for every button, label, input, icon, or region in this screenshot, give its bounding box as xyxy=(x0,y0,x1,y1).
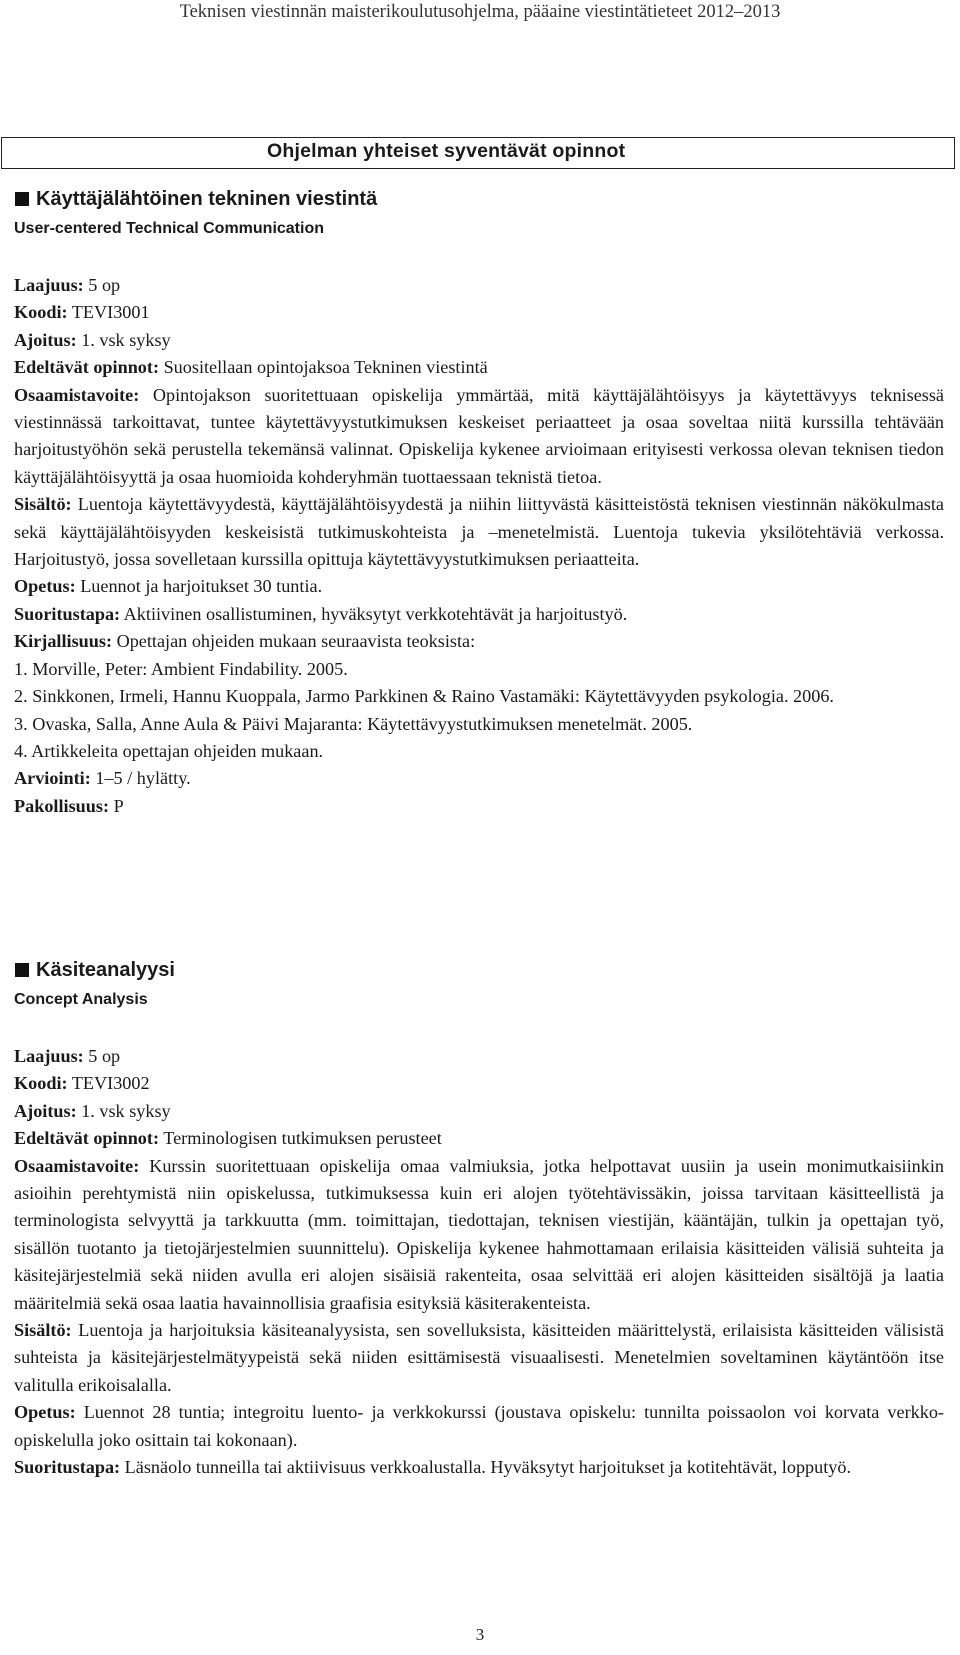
field-sisalto xyxy=(14,491,944,573)
field-edeltavat xyxy=(14,354,944,381)
course-title-heading xyxy=(14,186,944,212)
course-title: Käyttäjälähtöinen tekninen viestintä xyxy=(36,188,378,210)
section-title: Ohjelman yhteiset syventävät opinnot xyxy=(267,140,626,162)
course-subtitle: Concept Analysis xyxy=(14,991,148,1008)
field-value: Läsnäolo tunneilla tai aktiivisuus verkkoalustalla. Hyväksytyt harjoitukset ja kotitehtävät, lopputyö. xyxy=(120,1457,852,1478)
field-suoritustapa xyxy=(14,601,944,628)
field-pakollisuus xyxy=(14,793,944,820)
field-kirjallisuus xyxy=(14,628,944,655)
field-sisalto xyxy=(14,1317,944,1399)
field-value: TEVI3002 xyxy=(67,1073,150,1094)
field-suoritustapa xyxy=(14,1454,944,1481)
running-header: Teknisen viestinnän maisterikoulutusohjelma, pääaine viestintätieteet 2012–2013 xyxy=(179,2,781,22)
field-value: Luentoja ja harjoituksia käsiteanalyysista, sen sovelluksista, käsitteiden määrittelystä, erilaisista käsitteiden välisistä suhteista ja käsitejärjestelmätyypeistä sekä niiden esittämisestä visuaalisesti. Menetelmien soveltaminen käytäntöön itse valitulla erikoisalalla. xyxy=(14,1320,944,1395)
field-label: Opetus: xyxy=(14,576,76,597)
page-number: 3 xyxy=(475,1625,485,1644)
course-details xyxy=(14,272,944,820)
field-label: Sisältö: xyxy=(14,494,72,515)
field-label: Koodi: xyxy=(14,1073,68,1094)
course-block-tevi3002 xyxy=(14,957,944,1482)
field-value: Terminologisen tutkimuksen perusteet xyxy=(159,1128,442,1149)
field-label: Kirjallisuus: xyxy=(14,631,113,652)
field-value: 5 op xyxy=(83,275,121,295)
field-label: Sisältö: xyxy=(14,1320,72,1341)
literature-item: 1. Morville, Peter: Ambient Findability. 2005. xyxy=(14,658,348,679)
square-bullet-icon xyxy=(15,963,29,977)
field-value: TEVI3001 xyxy=(67,302,150,323)
course-block-tevi3001 xyxy=(14,186,944,820)
field-label: Ajoitus: xyxy=(14,1100,77,1121)
square-bullet-icon xyxy=(15,192,29,206)
field-value: 1–5 / hylätty. xyxy=(90,768,191,789)
field-label: Koodi: xyxy=(14,302,68,323)
course-subtitle: User-centered Technical Communication xyxy=(14,220,324,237)
field-label: Suoritustapa: xyxy=(14,603,121,624)
field-value: 1. vsk syksy xyxy=(76,1100,171,1121)
field-osaamistavoite xyxy=(14,382,944,492)
field-value: Luennot ja harjoitukset 30 tuntia. xyxy=(75,576,323,597)
field-label: Edeltävät opinnot: xyxy=(14,357,160,378)
course-details xyxy=(14,1043,944,1482)
field-label: Ajoitus: xyxy=(14,329,77,350)
field-osaamistavoite xyxy=(14,1153,944,1317)
field-label: Opetus: xyxy=(14,1402,76,1423)
field-koodi xyxy=(14,1070,944,1097)
field-opetus xyxy=(14,1399,944,1454)
field-value: Kurssin suoritettuaan opiskelija omaa valmiuksia, jotka helpottavat uusiin ja usein monimutkaisiinkin asioihin perehtymistä niin opiskelussa, tutkimuksessa kuin eri alojen työtehtävissäkin, joissa tarvitaan käsitteellistä ja terminologista selvyyttä ja tarkkuutta (mm. toimittajan, tiedottajan, teknisen viestijän, kääntäjän, tulkin ja opettajan työ, sisällön tuotanto ja tietojärjestelmien suunnittelu). Opiskelija kykenee hahmottamaan erilaisia käsitteiden välisiä suhteita ja käsitejärjestelmiä sekä niiden avulla eri alojen sisäisiä rakenteita, osaa selvittää eri alojen käsitteiden sisältöjä ja laatia määritelmiä sekä osaa laatia havainnollisia graafisia esityksiä käsiterakenteista. xyxy=(14,1155,944,1313)
field-arviointi xyxy=(14,765,944,792)
field-edeltavat xyxy=(14,1125,944,1152)
field-value: Opettajan ohjeiden mukaan seuraavista teoksista: xyxy=(112,631,476,652)
course-title: Käsiteanalyysi xyxy=(36,959,175,981)
field-koodi xyxy=(14,299,944,326)
field-laajuus xyxy=(14,272,944,299)
field-label: Edeltävät opinnot: xyxy=(14,1128,160,1149)
section-heading-box xyxy=(1,137,955,169)
field-label: Suoritustapa: xyxy=(14,1457,121,1478)
field-value: Luennot 28 tuntia; integroitu luento- ja verkkokurssi (joustava opiskelu: tunnilta poissaolon voi korvata verkko-opiskelulla joko osittain tai kokonaan). xyxy=(14,1402,944,1450)
field-label: Pakollisuus: xyxy=(14,795,110,816)
field-label: Osaamistavoite: xyxy=(14,384,140,405)
literature-item: 4. Artikkeleita opettajan ohjeiden mukaan. xyxy=(14,740,324,761)
field-opetus xyxy=(14,573,944,600)
field-ajoitus xyxy=(14,1098,944,1125)
field-value: P xyxy=(109,795,124,816)
field-label: Laajuus: xyxy=(14,1046,84,1066)
field-value: 1. vsk syksy xyxy=(76,329,171,350)
course-title-heading xyxy=(14,957,944,983)
field-value: Suositellaan opintojaksoa Tekninen viestintä xyxy=(159,357,488,378)
field-ajoitus xyxy=(14,327,944,354)
field-value: Luentoja käytettävyydestä, käyttäjälähtöisyydestä ja niihin liittyvästä käsitteistöstä teknisen viestinnän näkökulmasta sekä käyttäjälähtöisyyden keskeisistä tutkimuskohteista ja –menetelmistä. Luentoja tukevia yksilötehtäviä verkossa. Harjoitustyö, jossa sovelletaan kurssilla opittuja käytettävyystutkimuksen periaatteita. xyxy=(14,494,944,570)
field-label: Osaamistavoite: xyxy=(14,1155,140,1176)
literature-item: 2. Sinkkonen, Irmeli, Hannu Kuoppala, Jarmo Parkkinen & Raino Vastamäki: Käytettävyyden psykologia. 2006. xyxy=(14,686,834,707)
field-label: Laajuus: xyxy=(14,275,84,295)
field-value: Aktiivinen osallistuminen, hyväksytyt verkkotehtävät ja harjoitustyö. xyxy=(120,603,628,624)
field-value: 5 op xyxy=(83,1046,121,1066)
literature-item: 3. Ovaska, Salla, Anne Aula & Päivi Majaranta: Käytettävyystutkimuksen menetelmät. 2005. xyxy=(14,713,693,734)
field-laajuus xyxy=(14,1043,944,1070)
field-value: Opintojakson suoritettuaan opiskelija ymmärtää, mitä käyttäjälähtöisyys ja käytettävyys teknisessä viestinnässä tarkoittavat, tuntee käytettävyystutkimuksen keskeiset periaatteet ja osaa soveltaa niitä kurssilla tehtävään harjoitustyöhön sekä perustella tekemänsä valinnat. Opiskelija kykenee arvioimaan erityisesti verkossa olevan teknisen tiedon käyttäjälähtöisyyttä ja osaa huomioida kohderyhmän tuottaessaan teknistä tietoa. xyxy=(14,384,944,487)
field-label: Arviointi: xyxy=(14,768,91,789)
